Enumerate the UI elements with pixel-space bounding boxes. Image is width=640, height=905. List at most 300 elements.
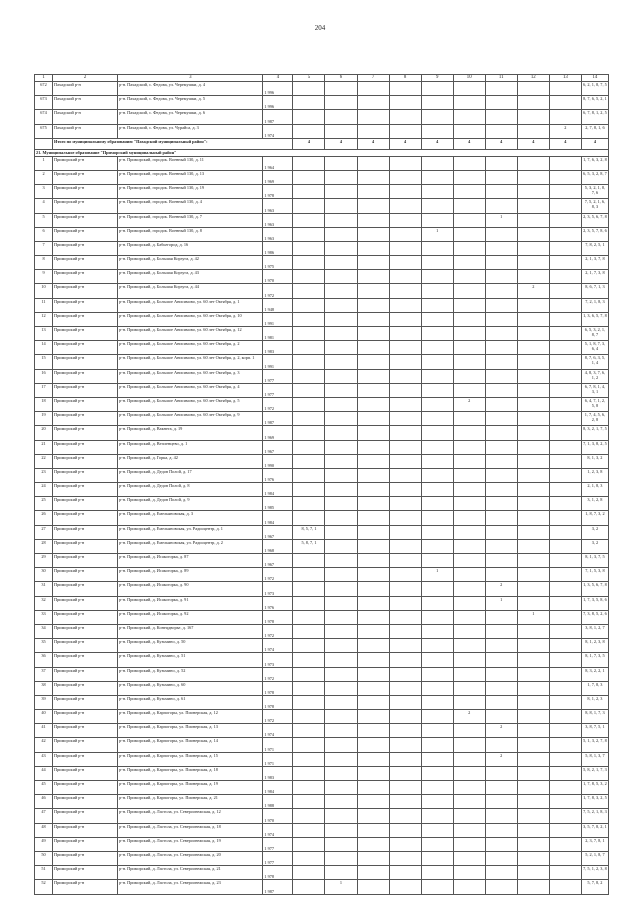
row-number: 9 [35,270,53,284]
value-cell: 1 [517,610,549,624]
work-types: 5, 3, 2, 1, 8, 7, 6 [581,185,608,199]
work-types: 8, 3, 2, 2, 1 [581,667,608,681]
district-name: Приморский р-н [53,568,118,582]
value-cell [517,866,549,880]
work-types: 6, 4, 7, 1, 2, 5, 8 [581,397,608,411]
value-cell [357,837,389,851]
row-number: 3 [35,185,53,199]
district-name: Приморский р-н [53,880,118,894]
value-cell [389,327,421,341]
value-cell [453,440,485,454]
value-cell [389,298,421,312]
address: р-н. Приморский, д. Исакогорка, д. 89 [118,568,263,582]
value-cell [485,710,517,724]
value-cell [357,341,389,355]
table-row [35,426,609,440]
work-types: 8, 7, 6, 5, 2, 1 [581,96,608,110]
value-cell [549,681,581,695]
value-cell [453,369,485,383]
value-cell [485,124,517,138]
row-number: 52 [35,880,53,894]
district-name: Приморский р-н [53,837,118,851]
value-cell [293,185,325,199]
value-cell [389,156,421,170]
value-cell [357,554,389,568]
value-cell [549,383,581,397]
value-cell [421,199,453,213]
work-types: 1, 3, 5, 6, 7, 8 [581,582,608,596]
value-cell [325,511,357,525]
value-cell [453,568,485,582]
year-built: 1 972 [263,284,293,298]
value-cell [549,539,581,553]
value-cell [421,298,453,312]
value-cell [453,96,485,110]
work-types: 3, 2 [581,525,608,539]
address: р-н. Приморский, д. Ластола, ул. Североонежская, д. 18 [118,823,263,837]
row-number: 15 [35,355,53,369]
value-cell [453,185,485,199]
value-cell [357,270,389,284]
value-cell [453,781,485,795]
row-number: 33 [35,610,53,624]
value-cell [421,397,453,411]
value-cell [549,298,581,312]
value-cell [453,795,485,809]
value-cell [453,284,485,298]
value-cell [421,185,453,199]
itogo-value: 4 [357,138,389,149]
row-number: 673 [35,96,53,110]
value-cell [389,483,421,497]
year-built: 1 987 [263,412,293,426]
year-built: 1 981 [263,327,293,341]
value-cell [421,596,453,610]
value-cell [325,539,357,553]
value-cell [325,199,357,213]
value-cell [517,483,549,497]
table-row [35,525,609,539]
value-cell [453,241,485,255]
year-built: 1 973 [263,653,293,667]
row-number: 50 [35,851,53,865]
value-cell [421,837,453,851]
value-cell [293,468,325,482]
value-cell: 5, 8, 7, 1 [293,539,325,553]
work-types: 5, 8, 1, 3, 7 [581,752,608,766]
value-cell [389,355,421,369]
value-cell [549,667,581,681]
value-cell [293,110,325,124]
value-cell [389,468,421,482]
value-cell [293,809,325,823]
table-row [35,412,609,426]
address: р-н. Приморский, д. Ластола, ул. Североонежская, д. 23 [118,880,263,894]
work-types: 1, 8, 7, 3, 2 [581,511,608,525]
value-cell [293,610,325,624]
value-cell [357,738,389,752]
value-cell [549,766,581,780]
value-cell [549,110,581,124]
value-cell [293,511,325,525]
value-cell [485,695,517,709]
value-cell [517,199,549,213]
address: р-н. Пахадский, с. Федова, ул. Чурайса, д. 3 [118,124,263,138]
value-cell [549,823,581,837]
value-cell [421,96,453,110]
value-cell [453,766,485,780]
row-number: 51 [35,866,53,880]
address: р-н. Приморский, д. Вакнега, д. 19 [118,426,263,440]
value-cell [549,752,581,766]
table-row [35,227,609,241]
value-cell [389,110,421,124]
address: р-н. Приморский, д. Дедов Полой, д. 8 [118,483,263,497]
value-cell [517,241,549,255]
district-name: Приморский р-н [53,724,118,738]
year-built: 1 975 [263,256,293,270]
value-cell [517,110,549,124]
value-cell [293,412,325,426]
value-cell [485,681,517,695]
value-cell [389,866,421,880]
value-cell [485,96,517,110]
value-cell [453,582,485,596]
value-cell [421,124,453,138]
value-cell [389,369,421,383]
header-row [35,75,609,82]
value-cell [421,624,453,638]
work-types: 7, 3, 8, 5, 2, 6 [581,610,608,624]
district-name: Приморский р-н [53,270,118,284]
work-types: 3, 8, 1, 2, 7 [581,624,608,638]
work-types: 1, 7, 8, 3 [581,681,608,695]
value-cell [389,724,421,738]
value-cell [389,525,421,539]
address: р-н. Приморский, д. Кузьмино, д. 50 [118,639,263,653]
value-cell [357,369,389,383]
address: р-н. Приморский, городок. Военный 130, д. 8 [118,227,263,241]
value-cell [485,667,517,681]
value-cell [357,639,389,653]
value-cell [357,227,389,241]
value-cell [453,355,485,369]
value-cell [549,724,581,738]
year-built: 1 974 [263,124,293,138]
value-cell [421,539,453,553]
value-cell [389,823,421,837]
value-cell [485,653,517,667]
district-name: Приморский р-н [53,199,118,213]
column-header: 1 [35,75,53,82]
work-types: 3, 5, 7, 8, 2, 1 [581,823,608,837]
district-name: Приморский р-н [53,539,118,553]
work-types: 5, 1, 8, 7, 3, 6, 4 [581,341,608,355]
value-cell [453,539,485,553]
address: р-н. Пахадский, с. Федова, ул. Черемушки, д. 4 [118,82,263,96]
value-cell [549,312,581,326]
address: р-н. Приморский, д. Большая Корзуга, д. 44 [118,284,263,298]
value-cell [549,213,581,227]
row-number: 26 [35,511,53,525]
value-cell [453,497,485,511]
value-cell [293,752,325,766]
value-cell [517,341,549,355]
value-cell [389,82,421,96]
work-types: 5, 1, 3, 2, 7, 8 [581,738,608,752]
value-cell [293,440,325,454]
value-cell [357,568,389,582]
value-cell [389,270,421,284]
work-types: 5, 7, 8, 2 [581,880,608,894]
value-cell [389,837,421,851]
row-number: 18 [35,397,53,411]
value-cell [293,355,325,369]
value-cell [421,327,453,341]
year-built: 1 977 [263,383,293,397]
work-types: 6, 7, 8, 1, 2, 5 [581,110,608,124]
value-cell [485,809,517,823]
value-cell [485,312,517,326]
district-name: Приморский р-н [53,312,118,326]
value-cell [421,483,453,497]
work-types: 5, 8, 2, 1, 7, 3 [581,766,608,780]
year-built: 1 964 [263,156,293,170]
value-cell [453,468,485,482]
value-cell: 1 [485,213,517,227]
address: р-н. Приморский, городок. Военный 130, д. 4 [118,199,263,213]
value-cell [421,82,453,96]
value-cell [389,653,421,667]
value-cell [325,596,357,610]
value-cell [421,554,453,568]
value-cell [293,582,325,596]
value-cell: 2 [549,124,581,138]
table-row [35,468,609,482]
value-cell [453,82,485,96]
value-cell [389,185,421,199]
row-number: 675 [35,124,53,138]
value-cell [357,724,389,738]
work-types: 8, 3, 2, 1, 7, 5 [581,426,608,440]
row-number: 22 [35,454,53,468]
value-cell [421,213,453,227]
value-cell [517,170,549,184]
district-name: Приморский р-н [53,369,118,383]
row-number: 29 [35,554,53,568]
value-cell [325,695,357,709]
year-built: 1 968 [263,539,293,553]
value-cell [517,624,549,638]
value-cell [325,468,357,482]
value-cell [389,412,421,426]
value-cell [485,880,517,894]
value-cell [293,653,325,667]
value-cell [293,383,325,397]
value-cell [485,568,517,582]
value-cell [421,781,453,795]
value-cell [549,809,581,823]
district-name: Приморский р-н [53,412,118,426]
value-cell [293,795,325,809]
work-types: 7, 5, 1, 2, 3, 8 [581,866,608,880]
row-number: 4 [35,199,53,213]
value-cell [517,397,549,411]
district-name: Приморский р-н [53,298,118,312]
row-number: 13 [35,327,53,341]
row-number: 20 [35,426,53,440]
district-name: Приморский р-н [53,440,118,454]
value-cell [357,454,389,468]
value-cell [549,610,581,624]
value-cell [357,412,389,426]
value-cell [325,426,357,440]
value-cell [517,837,549,851]
table-row [35,596,609,610]
address: р-н. Приморский, д. Ластола, ул. Североонежская, д. 20 [118,851,263,865]
address: р-н. Приморский, д. Карпогоры, ул. Пионерская, д. 13 [118,724,263,738]
row-number: 31 [35,582,53,596]
value-cell [325,440,357,454]
column-header: 9 [421,75,453,82]
year-built: 1 971 [263,752,293,766]
district-name: Приморский р-н [53,483,118,497]
year-built: 1 967 [263,440,293,454]
value-cell [485,426,517,440]
work-types: 6, 5, 3, 2, 8, 7 [581,170,608,184]
value-cell [517,256,549,270]
value-cell [517,355,549,369]
value-cell [517,511,549,525]
value-cell: 1 [325,880,357,894]
value-cell [517,851,549,865]
value-cell [325,341,357,355]
value-cell [549,639,581,653]
value-cell [453,213,485,227]
table-row [35,511,609,525]
value-cell: 2 [485,582,517,596]
value-cell [325,851,357,865]
page-number: 204 [314,24,326,32]
value-cell [421,667,453,681]
value-cell [453,511,485,525]
value-cell [325,554,357,568]
row-number: 1 [35,156,53,170]
value-cell [485,110,517,124]
value-cell [549,483,581,497]
table-row [35,539,609,553]
value-cell [293,170,325,184]
year-built: 1 978 [263,695,293,709]
value-cell [549,468,581,482]
row-number: 23 [35,468,53,482]
value-cell [453,199,485,213]
address: р-н. Приморский, д. Кузьмино, д. 60 [118,681,263,695]
value-cell [517,525,549,539]
year-built: 1 976 [263,468,293,482]
value-cell [421,809,453,823]
value-cell [517,639,549,653]
section-title: 21. Муниципальное образование "Приморский муниципальный район" [35,149,609,156]
row-number: 41 [35,724,53,738]
year-built: 1 990 [263,454,293,468]
value-cell: 1 [421,568,453,582]
work-types: 6, 5, 3, 2, 1, 8, 7 [581,327,608,341]
value-cell [453,610,485,624]
value-cell [293,397,325,411]
value-cell [485,440,517,454]
value-cell [325,241,357,255]
district-name: Приморский р-н [53,525,118,539]
value-cell [485,397,517,411]
value-cell [517,227,549,241]
value-cell [517,752,549,766]
table-row [35,695,609,709]
value-cell [325,752,357,766]
value-cell [325,624,357,638]
value-cell [293,695,325,709]
row-number: 44 [35,766,53,780]
value-cell [325,397,357,411]
work-types: 2, 3, 7, 8, 1 [581,837,608,851]
table-row [35,341,609,355]
value-cell [293,639,325,653]
value-cell [485,525,517,539]
address: р-н. Пахадский, с. Федова, ул. Черемушки, д. 6 [118,110,263,124]
row-number: 43 [35,752,53,766]
year-built: 1 983 [263,766,293,780]
value-cell [517,781,549,795]
table-row [35,383,609,397]
year-built: 1 967 [263,554,293,568]
value-cell [549,170,581,184]
value-cell [453,681,485,695]
work-types: 1, 7, 8, 5, 3, 2 [581,781,608,795]
year-built: 1 978 [263,610,293,624]
value-cell [325,312,357,326]
work-types: 2, 1, 7, 3, 8 [581,270,608,284]
table-row [35,397,609,411]
row-number: 28 [35,539,53,553]
value-cell [549,227,581,241]
value-cell [357,468,389,482]
work-types: 4, 8, 3, 7, 6, 1, 2 [581,369,608,383]
district-name: Приморский р-н [53,383,118,397]
value-cell [293,738,325,752]
address: р-н. Приморский, д. Емельяновская, ул. Радиоцентр, д. 2 [118,539,263,553]
value-cell [485,199,517,213]
itogo-value: 4 [581,138,608,149]
year-built: 1 972 [263,710,293,724]
year-built: 1 977 [263,369,293,383]
value-cell [389,213,421,227]
value-cell [517,582,549,596]
district-name: Приморский р-н [53,823,118,837]
value-cell [549,795,581,809]
value-cell [389,851,421,865]
table-row [35,639,609,653]
value-cell [485,837,517,851]
value-cell [293,454,325,468]
row-number: 16 [35,369,53,383]
table-row [35,170,609,184]
value-cell [389,880,421,894]
value-cell [485,227,517,241]
itogo-label: Итого по муниципальному образованию "Пахадский муниципальный район": [53,138,293,149]
table-body [35,75,609,895]
value-cell [357,880,389,894]
work-types: 8, 6, 7, 1, 3 [581,284,608,298]
